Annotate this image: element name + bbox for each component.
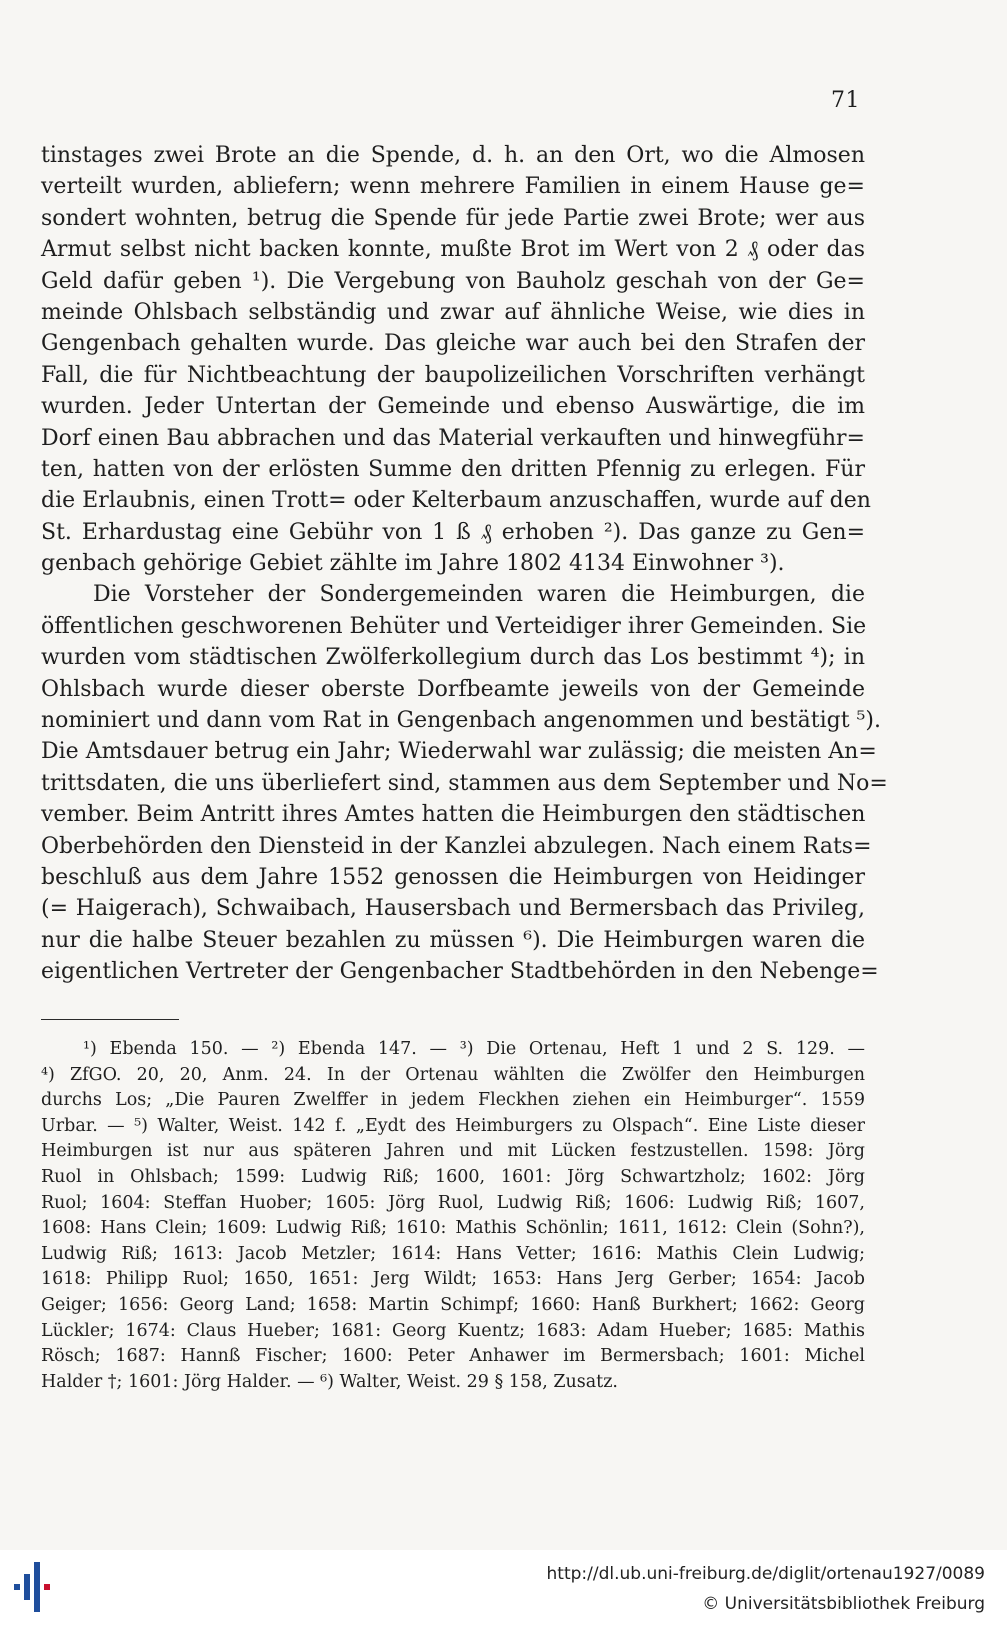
source-url-link[interactable]: http://dl.ub.uni-freiburg.de/diglit/ortenau1927/0089	[546, 1564, 985, 1584]
text-line: wurden vom städtischen Zwölferkollegium durch das Los bestimmt ⁴); in	[41, 645, 865, 671]
text-line: nominiert und dann vom Rat in Gengenbach angenommen und bestätigt ⁵).	[41, 708, 881, 734]
text-line: Ohlsbach wurde dieser oberste Dorfbeamte jeweils von der Gemeinde	[41, 676, 865, 702]
text-line: genbach gehörige Gebiet zählte im Jahre 1802 4134 Einwohner ³).	[41, 551, 785, 577]
footnote-line: ⁴) ZfGO. 20, 20, Anm. 24. In der Ortenau wählten die Zwölfer den Heimburgen	[41, 1064, 865, 1085]
footnote-line: Ruol in Ohlsbach; 1599: Ludwig Riß; 1600, 1601: Jörg Schwartzholz; 1602: Jörg	[41, 1166, 865, 1187]
text-line: ten, hatten von der erlösten Summe den dritten Pfennig zu erlegen. Für	[41, 456, 865, 482]
footnote-line: Rösch; 1687: Hannß Fischer; 1600: Peter Anhawer im Bermersbach; 1601: Michel	[41, 1346, 865, 1367]
text-line: die Erlaubnis, einen Trott= oder Kelterbaum anzuschaffen, wurde auf den	[41, 488, 871, 514]
footnote-line: 1618: Philipp Ruol; 1650, 1651: Jerg Wildt; 1653: Hans Jerg Gerber; 1654: Jacob	[41, 1269, 865, 1290]
university-library-logo-icon	[12, 1558, 56, 1614]
footnote-divider	[41, 1019, 179, 1020]
text-line: sondert wohnten, betrug die Spende für jede Partie zwei Brote; wer aus	[41, 205, 865, 231]
text-line: tinstages zwei Brote an die Spende, d. h. an den Ort, wo die Almosen	[41, 143, 865, 168]
text-line: eigentlichen Vertreter der Gengenbacher Stadtbehörden in den Nebenge=	[41, 959, 879, 985]
viewer-footer	[0, 1550, 1007, 1625]
text-line: nur die halbe Steuer bezahlen zu müssen ⁶). Die Heimburgen waren die	[41, 927, 865, 953]
footnote-line: 1608: Hans Clein; 1609: Ludwig Riß; 1610: Mathis Schönlin; 1611, 1612: Clein (Sohn?),	[41, 1218, 865, 1239]
footnote-line: Urbar. — ⁵) Walter, Weist. 142 f. „Eydt des Heimburgers zu Olspach“. Eine Liste dieser	[41, 1115, 865, 1136]
text-line: beschluß aus dem Jahre 1552 genossen die Heimburgen von Heidinger	[41, 864, 865, 890]
footnote-line: durchs Los; „Die Pauren Zwelffer in jedem Fleckhen ziehen ein Heimburger“. 1559	[41, 1090, 865, 1111]
text-line: meinde Ohlsbach selbständig und zwar auf ähnliche Weise, wie dies in	[41, 299, 865, 325]
text-line: trittsdaten, die uns überliefert sind, stammen aus dem September und No=	[41, 770, 888, 796]
copyright-text: © Universitätsbibliothek Freiburg	[702, 1594, 985, 1614]
text-line: Dorf einen Bau abbrachen und das Material verkauften und hinwegführ=	[41, 425, 865, 451]
footnote-line: Geiger; 1656: Georg Land; 1658: Martin Schimpf; 1660: Hanß Burkhert; 1662: Georg	[41, 1294, 865, 1315]
text-line: Die Amtsdauer betrug ein Jahr; Wiederwahl war zulässig; die meisten An=	[41, 739, 877, 765]
footnote-line: Lückler; 1674: Claus Hueber; 1681: Georg Kuentz; 1683: Adam Hueber; 1685: Mathis	[41, 1320, 865, 1341]
text-line: verteilt wurden, abliefern; wenn mehrere Familien in einem Hause ge=	[41, 174, 865, 200]
footnote-line: Ruol; 1604: Steffan Huober; 1605: Jörg Ruol, Ludwig Riß; 1606: Ludwig Riß; 1607,	[41, 1192, 865, 1213]
text-line: (= Haigerach), Schwaibach, Hausersbach und Bermersbach das Privileg,	[41, 896, 865, 922]
text-line: Oberbehörden den Diensteid in der Kanzlei abzulegen. Nach einem Rats=	[41, 833, 872, 859]
text-line: Armut selbst nicht backen konnte, mußte Brot im Wert von 2 ₰ oder das	[41, 237, 865, 263]
text-line: wurden. Jeder Untertan der Gemeinde und ebenso Auswärtige, die im	[41, 394, 865, 420]
footnote-line: Halder †; 1601: Jörg Halder. — ⁶) Walter, Weist. 29 § 158, Zusatz.	[41, 1371, 618, 1392]
footnote-line: Heimburgen ist nur aus späteren Jahren und mit Lücken festzustellen. 1598: Jörg	[41, 1141, 865, 1162]
text-line: Die Vorsteher der Sondergemeinden waren die Heimburgen, die	[93, 582, 865, 608]
text-line: Geld dafür geben ¹). Die Vergebung von Bauholz geschah von der Ge=	[41, 268, 865, 294]
text-line: St. Erhardustag eine Gebühr von 1 ß ₰ erhoben ²). Das ganze zu Gen=	[41, 519, 865, 545]
text-line: Gengenbach gehalten wurde. Das gleiche war auch bei den Strafen der	[41, 331, 865, 357]
text-line: öffentlichen geschworenen Behüter und Verteidiger ihrer Gemeinden. Sie	[41, 613, 867, 639]
page-number: 71	[831, 88, 860, 113]
text-line: vember. Beim Antritt ihres Amtes hatten die Heimburgen den städtischen	[41, 802, 866, 828]
body-text	[41, 140, 888, 988]
text-line: Fall, die für Nichtbeachtung der baupolizeilichen Vorschriften verhängt	[41, 362, 865, 388]
footnote-line: ¹) Ebenda 150. — ²) Ebenda 147. — ³) Die Ortenau, Heft 1 und 2 S. 129. —	[83, 1039, 865, 1059]
footnote-line: Ludwig Riß; 1613: Jacob Metzler; 1614: Hans Vetter; 1616: Mathis Clein Ludwig;	[41, 1243, 865, 1264]
footnotes	[41, 1037, 865, 1395]
